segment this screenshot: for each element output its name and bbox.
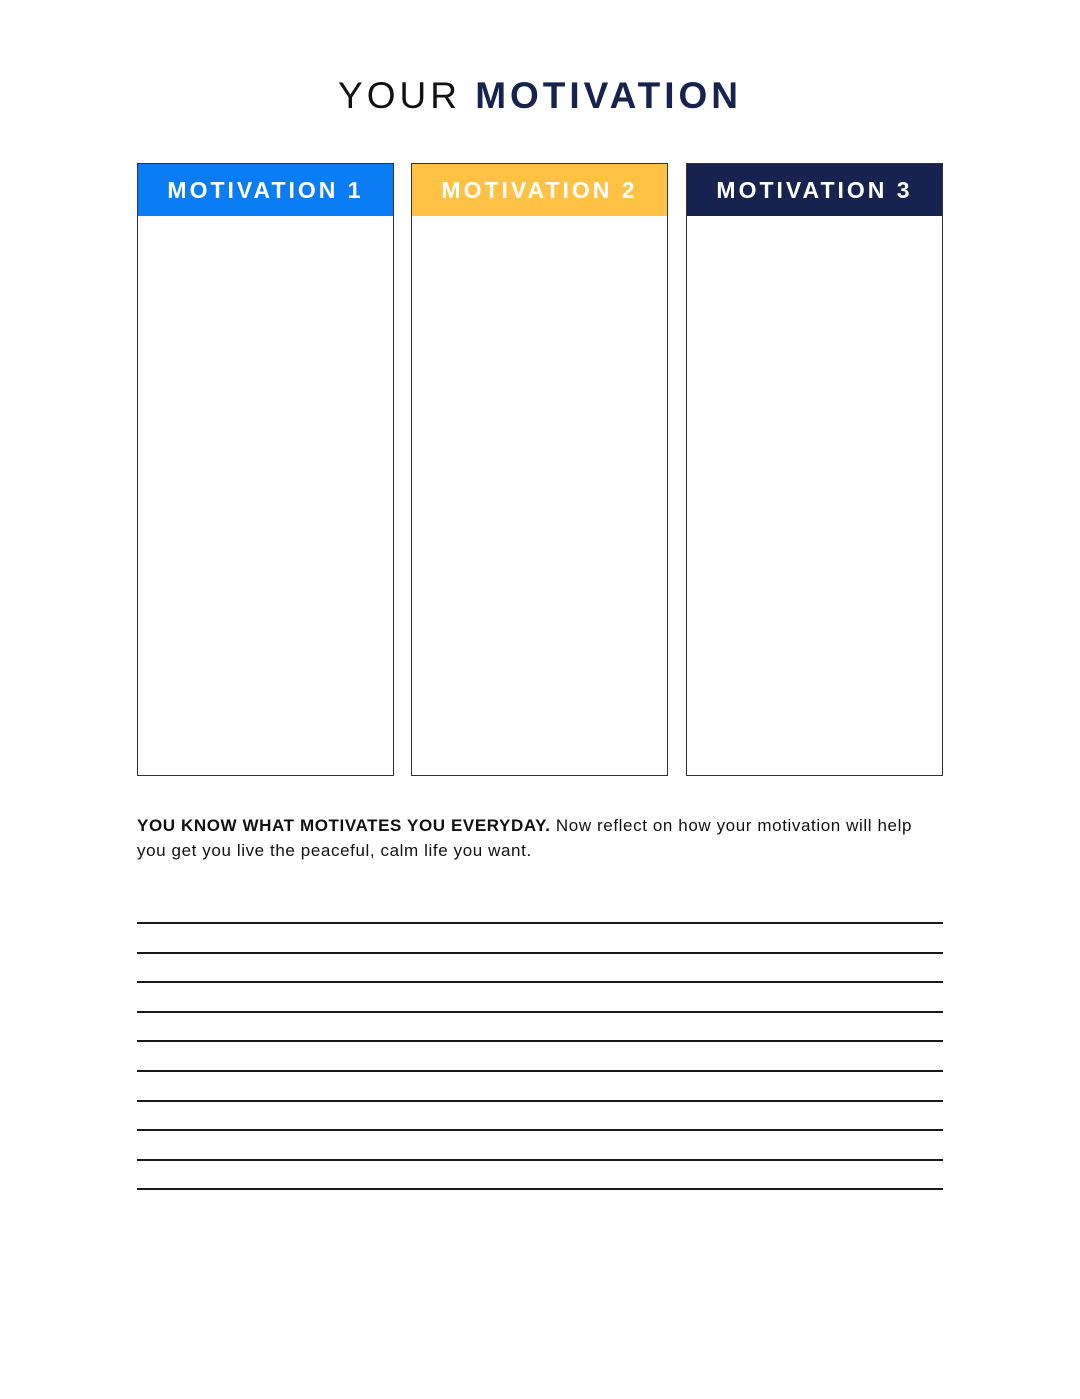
page-title xyxy=(0,72,1080,120)
page-title-light: YOUR xyxy=(338,75,461,116)
motivation-column-1-header: MOTIVATION 1 xyxy=(138,164,393,216)
writing-line[interactable] xyxy=(137,952,943,954)
motivation-column-2 xyxy=(411,163,668,776)
motivation-column-1 xyxy=(137,163,394,776)
reflection-body: Now reflect on how your motivation will help you get you live the peaceful, calm life you want. xyxy=(137,816,913,860)
page-title-bold: MOTIVATION xyxy=(475,75,742,116)
writing-line[interactable] xyxy=(137,1159,943,1161)
motivation-columns xyxy=(137,163,943,776)
writing-lines xyxy=(137,922,943,1202)
motivation-column-2-box[interactable] xyxy=(412,216,667,775)
writing-line[interactable] xyxy=(137,1188,943,1190)
motivation-column-3-box[interactable] xyxy=(687,216,942,775)
writing-line[interactable] xyxy=(137,1070,943,1072)
reflection-lead: YOU KNOW WHAT MOTIVATES YOU EVERYDAY. xyxy=(137,816,551,835)
writing-line[interactable] xyxy=(137,1040,943,1042)
motivation-column-3-header: MOTIVATION 3 xyxy=(687,164,942,216)
motivation-column-2-header: MOTIVATION 2 xyxy=(412,164,667,216)
writing-line[interactable] xyxy=(137,1129,943,1131)
writing-line[interactable] xyxy=(137,981,943,983)
writing-line[interactable] xyxy=(137,1011,943,1013)
motivation-column-3 xyxy=(686,163,943,776)
writing-line[interactable] xyxy=(137,1100,943,1102)
writing-line[interactable] xyxy=(137,922,943,924)
motivation-column-1-box[interactable] xyxy=(138,216,393,775)
reflection-prompt xyxy=(137,813,943,863)
